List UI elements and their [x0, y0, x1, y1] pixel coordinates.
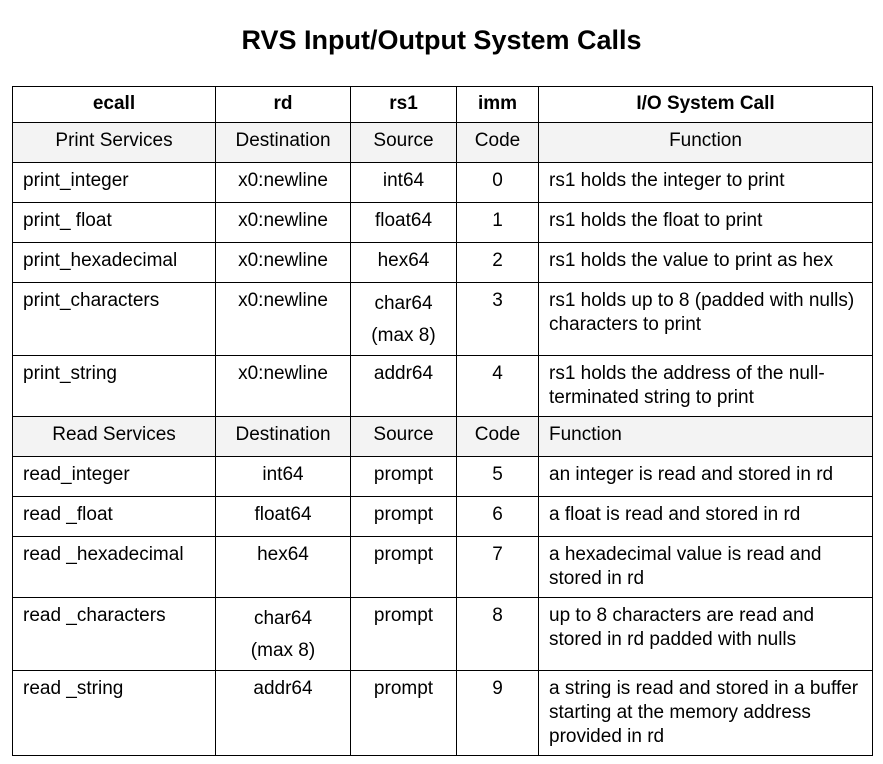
- table-row: [13, 243, 873, 283]
- table-row: [13, 163, 873, 203]
- rd-cell: x0:newline: [216, 203, 351, 243]
- rd-cell: addr64: [216, 671, 351, 756]
- print-section-row: [13, 123, 873, 163]
- section-label-read: Read Services: [13, 417, 216, 457]
- section-rd-label: Destination: [216, 417, 351, 457]
- rs1-cell: hex64: [351, 243, 457, 283]
- rs1-cell: prompt: [351, 537, 457, 598]
- ecall-cell: print_integer: [13, 163, 216, 203]
- rs1-cell: [351, 283, 457, 356]
- rd-cell: x0:newline: [216, 163, 351, 203]
- rd-extra: (max 8): [250, 640, 316, 661]
- ecall-cell: read _string: [13, 671, 216, 756]
- section-imm-label: Code: [457, 417, 539, 457]
- ecall-cell: print_characters: [13, 283, 216, 356]
- rs1-extra: (max 8): [371, 325, 436, 346]
- imm-cell: 6: [457, 497, 539, 537]
- rd-cell: x0:newline: [216, 356, 351, 417]
- rs1-value: char64: [374, 293, 433, 314]
- rd-cell: int64: [216, 457, 351, 497]
- imm-cell: 5: [457, 457, 539, 497]
- io-system-calls-table: [12, 86, 873, 756]
- section-function-label: Function: [539, 123, 873, 163]
- description-cell: rs1 holds up to 8 (padded with nulls) characters to print: [539, 283, 873, 356]
- section-imm-label: Code: [457, 123, 539, 163]
- ecall-cell: read _hexadecimal: [13, 537, 216, 598]
- description-cell: rs1 holds the float to print: [539, 203, 873, 243]
- imm-cell: 3: [457, 283, 539, 356]
- description-cell: up to 8 characters are read and stored in rd padded with nulls: [539, 598, 873, 671]
- section-function-label: Function: [539, 417, 873, 457]
- description-cell: a float is read and stored in rd: [539, 497, 873, 537]
- table-row: [13, 283, 873, 356]
- imm-cell: 4: [457, 356, 539, 417]
- table-row: [13, 598, 873, 671]
- ecall-cell: read_integer: [13, 457, 216, 497]
- imm-cell: 8: [457, 598, 539, 671]
- section-label-print: Print Services: [13, 123, 216, 163]
- imm-cell: 1: [457, 203, 539, 243]
- header-ecall: ecall: [13, 87, 216, 123]
- section-rd-label: Destination: [216, 123, 351, 163]
- table-row: [13, 497, 873, 537]
- imm-cell: 7: [457, 537, 539, 598]
- header-io-system-call: I/O System Call: [539, 87, 873, 123]
- rs1-cell: float64: [351, 203, 457, 243]
- rs1-cell: int64: [351, 163, 457, 203]
- rd-cell: hex64: [216, 537, 351, 598]
- table-row: [13, 203, 873, 243]
- rs1-cell: prompt: [351, 497, 457, 537]
- ecall-cell: read _float: [13, 497, 216, 537]
- read-section-row: [13, 417, 873, 457]
- ecall-cell: print_hexadecimal: [13, 243, 216, 283]
- section-rs1-label: Source: [351, 123, 457, 163]
- ecall-cell: read _characters: [13, 598, 216, 671]
- table-row: [13, 356, 873, 417]
- rs1-cell: prompt: [351, 671, 457, 756]
- ecall-cell: print_ float: [13, 203, 216, 243]
- imm-cell: 2: [457, 243, 539, 283]
- rd-value: char64: [253, 608, 313, 629]
- table-row: [13, 537, 873, 598]
- header-rs1: rs1: [351, 87, 457, 123]
- rd-cell: float64: [216, 497, 351, 537]
- rs1-cell: prompt: [351, 457, 457, 497]
- imm-cell: 9: [457, 671, 539, 756]
- description-cell: a hexadecimal value is read and stored in rd: [539, 537, 873, 598]
- rd-cell: x0:newline: [216, 283, 351, 356]
- description-cell: rs1 holds the integer to print: [539, 163, 873, 203]
- description-cell: rs1 holds the value to print as hex: [539, 243, 873, 283]
- rs1-cell: prompt: [351, 598, 457, 671]
- table-header-row: [13, 87, 873, 123]
- imm-cell: 0: [457, 163, 539, 203]
- rd-cell: x0:newline: [216, 243, 351, 283]
- description-cell: an integer is read and stored in rd: [539, 457, 873, 497]
- header-imm: imm: [457, 87, 539, 123]
- description-cell: rs1 holds the address of the null-terminated string to print: [539, 356, 873, 417]
- header-rd: rd: [216, 87, 351, 123]
- page-title: RVS Input/Output System Calls: [241, 25, 642, 55]
- section-rs1-label: Source: [351, 417, 457, 457]
- description-cell: a string is read and stored in a buffer starting at the memory address provided in rd: [539, 671, 873, 756]
- table-row: [13, 671, 873, 756]
- rd-cell: [216, 598, 351, 671]
- table-row: [13, 457, 873, 497]
- rs1-cell: addr64: [351, 356, 457, 417]
- ecall-cell: print_string: [13, 356, 216, 417]
